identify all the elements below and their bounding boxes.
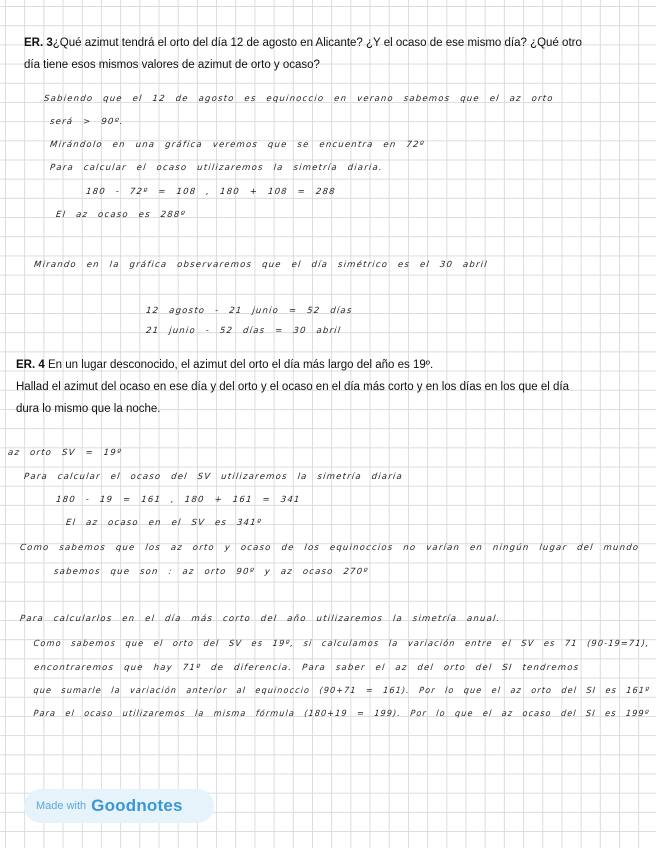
er4-question-line2 [16, 376, 569, 398]
er3-hand-line: 12 agosto - 21 junio = 52 días [145, 306, 353, 316]
er4-hand-line: Como sabemos que los az orto y ocaso de los equinoccios no varían en ningún lugar del mundo [19, 543, 640, 553]
er4-hand-line: El az ocaso en el SV es 341º [65, 518, 263, 528]
er4-text-line2: Hallad el azimut del ocaso en ese día y del orto y el ocaso en el día más corto y en los días en los que el día [16, 381, 569, 393]
er4-question [16, 354, 433, 376]
er3-hand-line: Para calcular el ocaso utilizaremos la simetría diaria. [49, 163, 384, 173]
er3-hand-line: Mirándolo en una gráfica veremos que se encuentra en 72º [49, 140, 426, 150]
er4-hand-line: 180 - 19 = 161 , 180 + 161 = 341 [55, 495, 302, 505]
er3-hand-line: 180 - 72º = 108 , 180 + 108 = 288 [85, 187, 337, 197]
er3-hand-line: 21 junio - 52 días = 30 abril [145, 326, 342, 336]
er4-hand-line: que sumarle la variación anterior al equinoccio (90+71 = 161). Por lo que el az orto del SI es 161º [32, 686, 651, 696]
er3-question [24, 32, 582, 54]
er4-hand-line: Para el ocaso utilizaremos la misma fórmula (180+19 = 199). Por lo que el az ocaso del SI es 199º [32, 709, 651, 719]
er4-hand-line: az orto SV = 19º [7, 448, 123, 458]
er3-hand-line: El az ocaso es 288º [55, 210, 187, 220]
er3-text-line1: ¿Qué azimut tendrá el orto del día 12 de agosto en Alicante? ¿Y el ocaso de ese mismo día? ¿Qué otro [52, 37, 582, 49]
made-with-text: Made with [36, 800, 87, 812]
er3-text-line2: día tiene esos mismos valores de azimut de orto y ocaso? [24, 59, 320, 71]
goodnotes-logo-text: Goodnotes [91, 796, 183, 815]
goodnotes-badge[interactable] [24, 789, 214, 823]
er3-hand-line: será > 90º. [49, 117, 125, 127]
er4-hand-line: Para calcularlos en el día más corto del año utilizaremos la simetría anual. [19, 614, 501, 624]
er4-hand-line: Como sabemos que el orto del SV es 19º, si calculamos la variación entre el SV es 71 (90-19=71), [32, 639, 651, 649]
er3-hand-line: Mirando en la gráfica observaremos que el día simétrico es el 30 abril [33, 260, 489, 270]
er4-hand-line: encontraremos que hay 71º de diferencia. Para saber el az del orto del SI tendremos [33, 663, 580, 673]
er4-hand-line: sabemos que son : az orto 90º y az ocaso 270º [53, 567, 369, 577]
er4-label: ER. 4 [16, 359, 45, 371]
er4-text-line3: dura lo mismo que la noche. [16, 403, 161, 415]
er3-label: ER. 3 [24, 37, 53, 49]
er4-hand-line: Para calcular el ocaso del SV utilizaremos la simetría diaria [23, 472, 404, 482]
er3-hand-line: Sabiendo que el 12 de agosto es equinoccio en verano sabemos que el az orto [43, 94, 555, 104]
er4-text-line1: En un lugar desconocido, el azimut del orto el día más largo del año es 19º. [44, 359, 434, 371]
er4-question-line3 [16, 398, 160, 420]
er3-question-line2 [24, 54, 320, 76]
